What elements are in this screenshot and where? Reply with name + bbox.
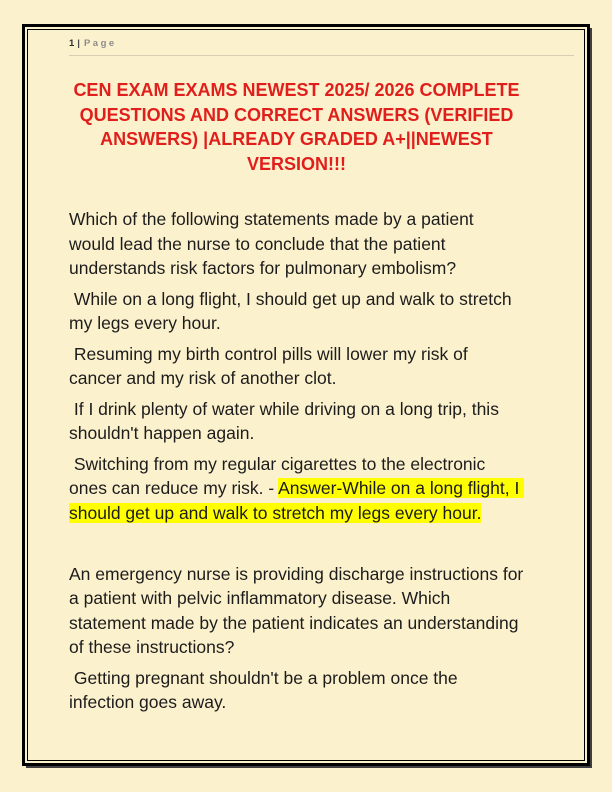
paragraph (69, 452, 524, 526)
paragraph-text: If I drink plenty of water while driving on a long trip, this shouldn't happen again. (69, 398, 504, 443)
paragraph (69, 342, 524, 391)
title-line-3: ANSWERS) |ALREADY GRADED A+||NEWEST (100, 129, 493, 149)
document-body (69, 207, 529, 715)
paragraph (69, 397, 524, 446)
paragraph (69, 287, 524, 336)
page-border-frame (22, 24, 590, 766)
title-line-1: CEN EXAM EXAMS NEWEST 2025/ 2026 COMPLETE (73, 80, 520, 100)
document-title (69, 78, 524, 176)
paragraph-text: Switching from my regular cigarettes to the electronic ones can reduce my risk. - (69, 453, 491, 498)
paragraph-text: An emergency nurse is providing discharge instructions for a patient with pelvic inflammatory disease. Which statement made by the patient indicates an understanding of these instructions? (69, 563, 529, 657)
highlighted-answer: Answer-While on a long flight, I should get up and walk to stretch my legs every hour. (69, 478, 525, 523)
paragraph-text: Getting pregnant shouldn't be a problem once the infection goes away. (69, 667, 463, 712)
paragraph-text: While on a long flight, I should get up and walk to stretch my legs every hour. (69, 288, 517, 333)
page-number: 1 (69, 38, 75, 49)
spacer-paragraph (69, 531, 524, 556)
page-border-inner (27, 29, 585, 761)
page-header (69, 38, 574, 50)
paragraph (69, 666, 524, 715)
title-line-4: VERSION!!! (247, 153, 346, 174)
paragraph-text: Which of the following statements made by a patient would lead the nurse to conclude that the patient understands risk factors for pulmonary embolism? (69, 209, 479, 278)
page-number-separator: | (77, 38, 80, 49)
title-line-2: QUESTIONS AND CORRECT ANSWERS (VERIFIED (79, 104, 514, 125)
paragraph (69, 207, 524, 281)
paragraph (69, 562, 529, 660)
page-label: Page (83, 38, 117, 49)
header-rule (69, 55, 574, 56)
paragraph-text: Resuming my birth control pills will lower my risk of cancer and my risk of another clot. (69, 343, 473, 388)
